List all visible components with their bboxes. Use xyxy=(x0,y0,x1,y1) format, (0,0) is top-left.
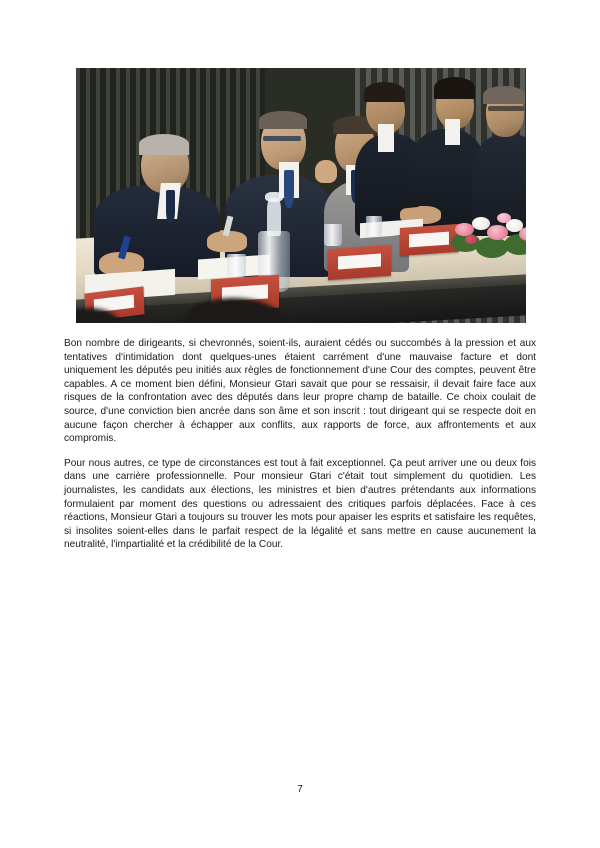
drinking-glass-2 xyxy=(324,224,342,247)
paragraph-2: Pour nous autres, ce type de circonstances est tout à fait exceptionnel. Ça peut arriver une ou deux fois dans une carrière professionnelle. Pour monsieur Gtari c'était tout simplement du quotidien. Les journalistes, les candidats aux élections, les ministres et bien d'autres prétendants aux informations formulaient par moment des questions ou adressaient des critiques parfois déplacées. Face à ces réactions, Monsieur Gtari a toujours su trouver les mots pour apaiser les esprits et satisfaire les requêtes, si insolites soient-elles dans le parfait respect de la légalité et sans mettre en cause aucunement la neutralité, l'impartialité et la crédibilité de la Cour. xyxy=(64,457,536,551)
attendee-6-hair xyxy=(483,86,524,104)
attendee-2-hair xyxy=(259,111,308,129)
attendee-4-hair xyxy=(364,82,405,102)
photo-canvas xyxy=(76,68,526,323)
water-carafe-stopper xyxy=(265,192,283,202)
nameplate-3-card xyxy=(338,253,381,269)
nameplate-4-card xyxy=(409,232,449,247)
attendee-2-hand xyxy=(315,160,338,183)
body-text xyxy=(64,337,536,552)
meeting-photograph xyxy=(76,68,526,323)
rose-pink-4 xyxy=(497,213,511,223)
flower-bouquet xyxy=(450,208,527,264)
attendee-5-shirt xyxy=(445,119,460,145)
attendee-1-hair xyxy=(139,134,189,154)
attendee-4-shirt xyxy=(378,124,394,152)
drinking-glass-1 xyxy=(227,254,246,277)
rose-pink-2 xyxy=(487,225,508,240)
attendee-2-glasses xyxy=(263,136,301,142)
paragraph-1: Bon nombre de dirigeants, si chevronnés, soient-ils, auraient cédés ou succombés à la pression et aux tentatives d'intimidation dont quelques-unes étaient carrément d'une mauvaise facture et dont uniquement les députés peu initiés aux règles de fonctionnement d'une Cour des comptes, peuvent être capables. A ce moment bien défini, Monsieur Gtari savait que pour se ressaisir, il devait faire face aux risques de la confrontation avec des députés dans leur propre champ de bataille. Ce choix coulait de source, d'une conviction bien ancrée dans son âme et son inscrit : tout dirigeant qui se respecte doit en aucune façon chercher à échapper aux conflits, aux rapports de force, aux affrontements et aux compromis. xyxy=(64,338,536,445)
rose-red-1 xyxy=(465,235,477,244)
drinking-glass-3 xyxy=(366,216,382,236)
page-number: 7 xyxy=(297,784,303,795)
attendee-1-tie xyxy=(166,190,175,223)
attendee-6-glasses xyxy=(488,106,524,111)
attendee-2-tie xyxy=(284,170,294,208)
nameplate-3 xyxy=(328,244,391,279)
attendee-5-hair xyxy=(434,77,475,99)
water-carafe-neck xyxy=(267,198,281,236)
bouquet-foliage-2 xyxy=(476,237,508,257)
